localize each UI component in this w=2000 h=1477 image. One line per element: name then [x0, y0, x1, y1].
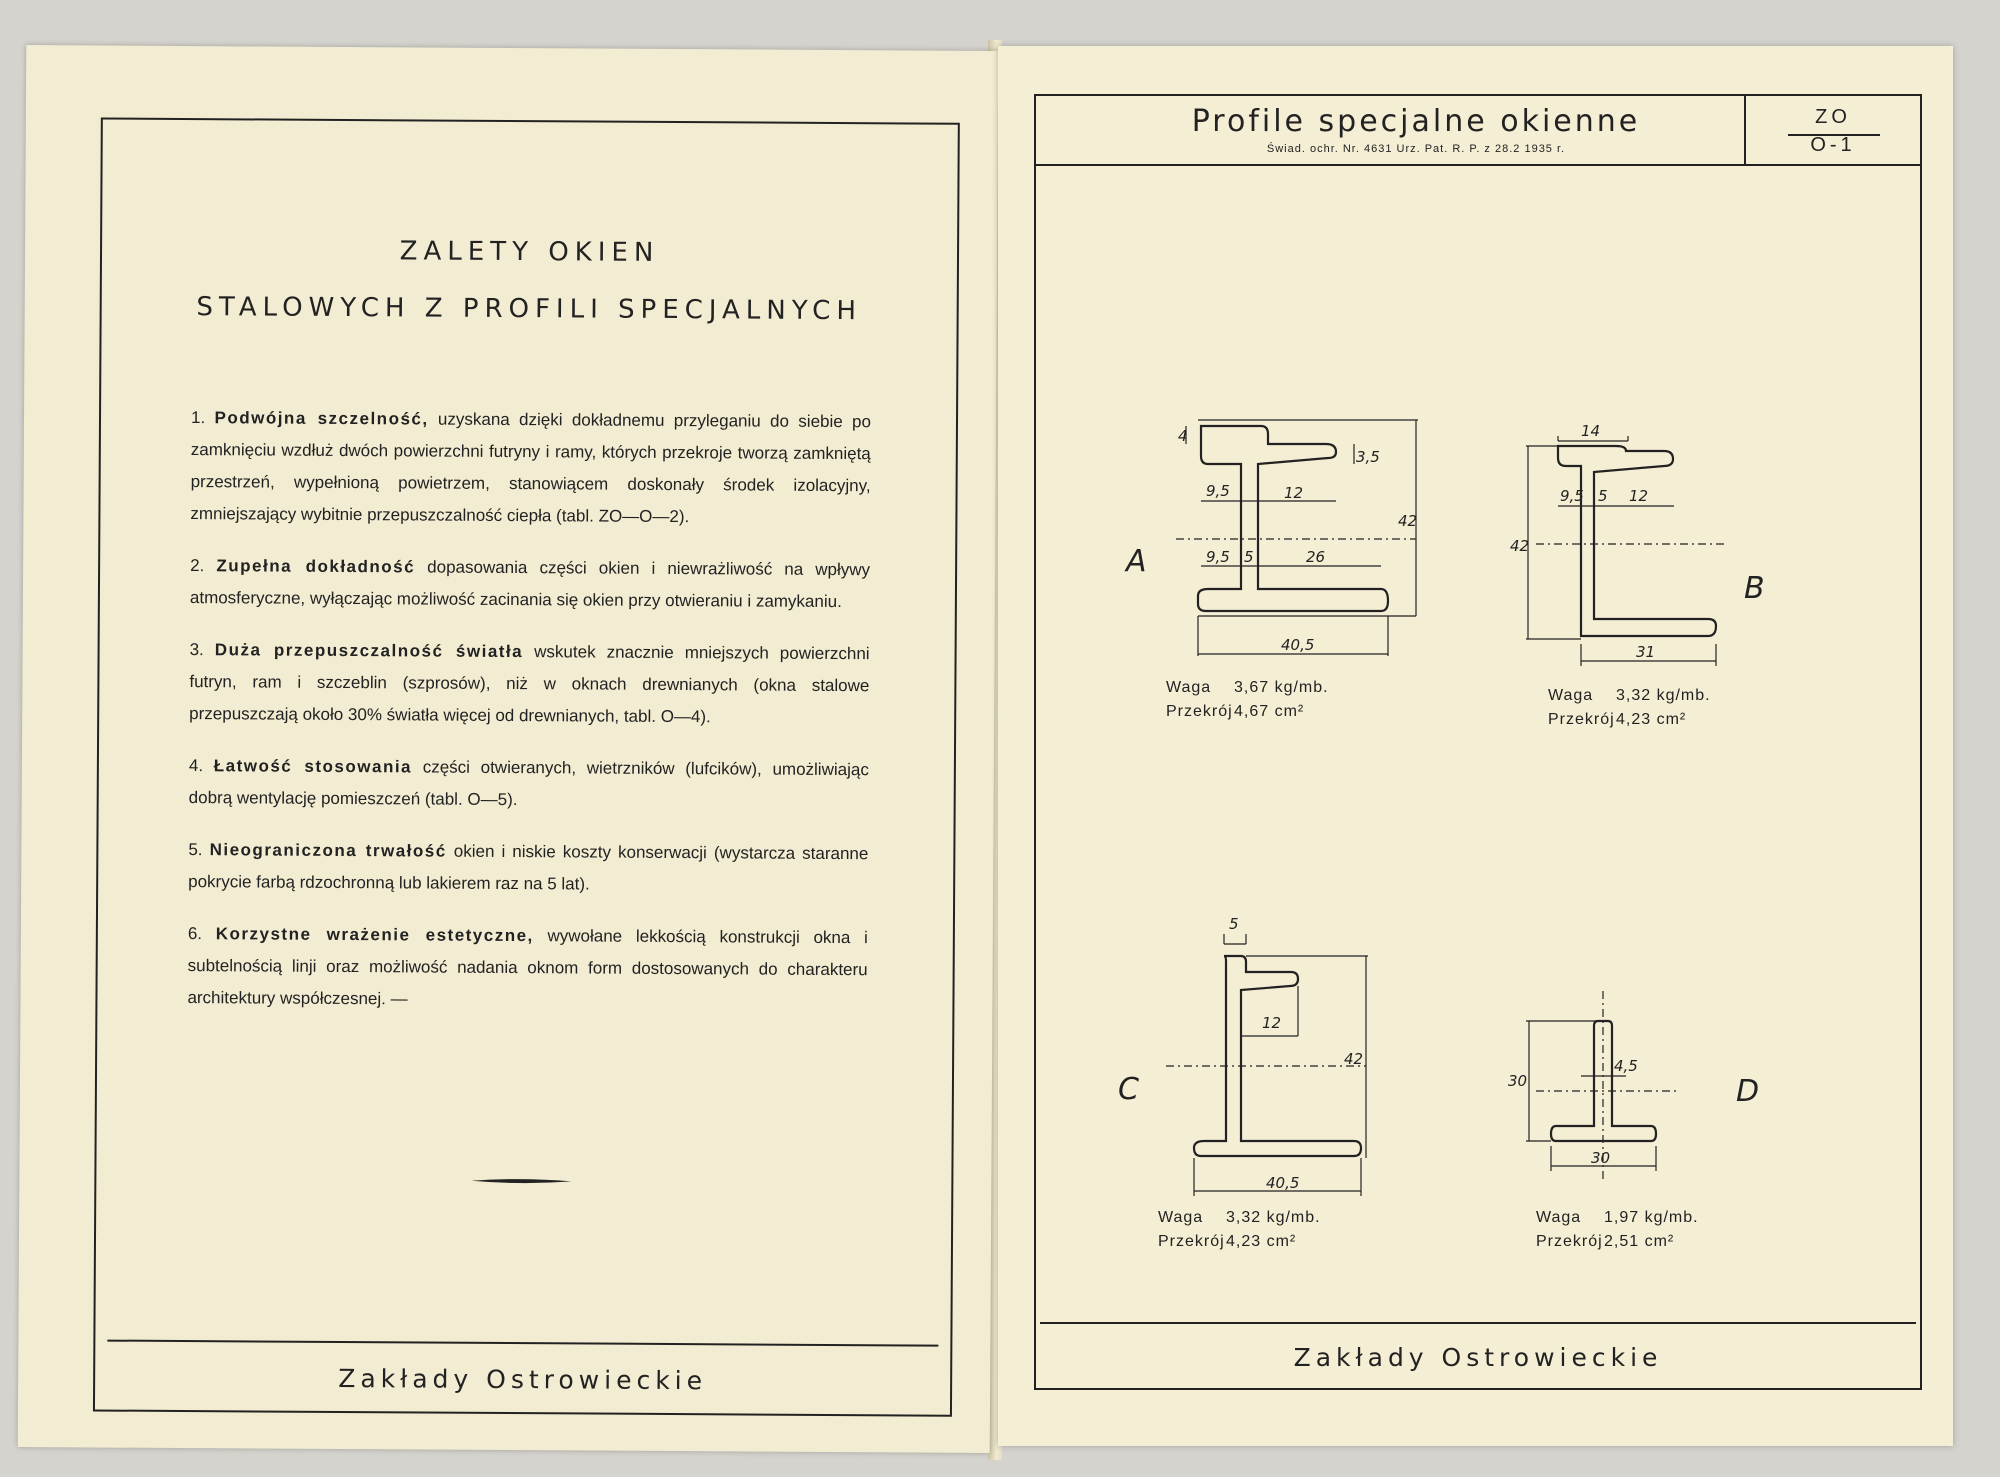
dim-label: 9,5: [1206, 482, 1230, 500]
item-heading: Nieograniczona trwałość: [209, 840, 447, 861]
list-item: 5. Nieograniczona trwałość okien i niskie koszty konserwacji (wystarcza staranne pokrycie farbą rdzochronną lub lakierem raz na 5 lat).: [188, 840, 869, 894]
advantages-list: [187, 385, 871, 1038]
list-item: 2. Zupełna dokładność dopasowania części okien i niewrażliwość na wpływy atmosferyczne, wyłączając możliwość zacinania się okien przy otwieraniu i zamykaniu.: [189, 556, 871, 612]
patent-note: Świad. ochr. Nr. 4631 Urz. Pat. R. P. z 28.2 1935 r.: [1266, 143, 1566, 155]
profile-c-specs: [1158, 1206, 1321, 1254]
list-item: 1. Podwójna szczelność, uzyskana dzięki dokładnemu przyleganiu do siebie po zamknięciu wzdłuż dwóch powierzchni futryny i ramy, których przekroje tworzą zamkniętą przestrzeń, wypełnioną powietrzem, stanowiącem doskonały środek izolacyjny, zmniejszający wybitnie przepuszczalność ciepła (tabl. ZO—O—2).: [190, 408, 872, 527]
profile-c-drawing: [1166, 934, 1368, 1196]
section-label: Przekrój: [1536, 1233, 1603, 1250]
weight-label: Waga: [1166, 679, 1212, 696]
dim-label: 4,5: [1614, 1057, 1638, 1075]
dim-label: 5: [1229, 915, 1239, 933]
profile-b-specs: [1548, 684, 1711, 732]
weight-value: 3,67 kg/mb.: [1234, 679, 1329, 696]
dim-label: 26: [1306, 548, 1326, 566]
dim-label: 42: [1398, 512, 1418, 530]
left-page: [18, 45, 999, 1453]
dim-label: 30: [1591, 1149, 1611, 1167]
weight-value: 1,97 kg/mb.: [1604, 1209, 1699, 1226]
dim-label: 12: [1284, 484, 1304, 502]
section-label: Przekrój: [1158, 1233, 1225, 1250]
dim-label: 42: [1344, 1050, 1364, 1068]
dim-label: 9,5: [1560, 487, 1584, 505]
dim-label: 12: [1262, 1014, 1282, 1032]
profile-label-d: D: [1736, 1074, 1760, 1109]
profile-a-drawing: [1176, 420, 1418, 656]
page-title: Profile specjalne okienne: [1191, 104, 1641, 139]
weight-label: Waga: [1536, 1209, 1582, 1226]
profile-label-a: A: [1126, 544, 1147, 579]
dim-label: 14: [1581, 422, 1601, 440]
profile-d-specs: [1536, 1206, 1699, 1254]
footer-divider: [1040, 1322, 1916, 1324]
section-value: 4,23 cm²: [1616, 711, 1687, 728]
right-footer: Zakłady Ostrowieckie: [1293, 1343, 1663, 1372]
ornament-divider: [471, 1177, 571, 1186]
profile-label-b: B: [1744, 571, 1765, 606]
weight-value: 3,32 kg/mb.: [1616, 687, 1711, 704]
left-footer: Zakłady Ostrowieckie: [338, 1363, 708, 1396]
section-value: 4,23 cm²: [1226, 1233, 1297, 1250]
right-page-frame: [1034, 94, 1922, 1390]
section-value: 2,51 cm²: [1604, 1233, 1675, 1250]
section-value: 4,67 cm²: [1234, 703, 1305, 720]
left-page-frame: [93, 118, 960, 1417]
weight-value: 3,32 kg/mb.: [1226, 1209, 1321, 1226]
dim-label: 40,5: [1281, 636, 1315, 654]
weight-label: Waga: [1158, 1209, 1204, 1226]
dim-label: 42: [1510, 537, 1530, 555]
weight-label: Waga: [1548, 687, 1594, 704]
left-title-line2: STALOWYCH Z PROFILI SPECJALNYCH: [196, 292, 863, 327]
dim-label: 12: [1629, 487, 1649, 505]
right-page: [998, 46, 1953, 1446]
list-item: 6. Korzystne wrażenie estetyczne, wywołane lekkością konstrukcji okna i subtelnością linji oraz możliwość nadania oknom form dostosowanych do charakteru architektury współczesnej. —: [187, 924, 868, 1009]
item-heading: Korzystne wrażenie estetyczne,: [215, 924, 534, 946]
item-heading: Podwójna szczelność,: [214, 408, 429, 429]
item-heading: Duża przepuszczalność światła: [214, 640, 524, 662]
dim-label: 4: [1178, 427, 1188, 445]
dim-label: 5: [1244, 548, 1254, 566]
dim-label: 31: [1636, 643, 1656, 661]
list-item: 4. Łatwość stosowania części otwieranych, wietrzników (lufcików), umożliwiając dobrą wentylację pomieszczeń (tabl. O—5).: [188, 756, 869, 810]
profile-b-drawing: [1526, 436, 1726, 666]
profile-label-c: C: [1118, 1072, 1139, 1107]
item-heading: Łatwość stosowania: [213, 756, 413, 777]
dim-label: 40,5: [1266, 1174, 1300, 1192]
sheet-code-top: ZO: [1815, 106, 1851, 128]
dim-label: 5: [1598, 487, 1608, 505]
left-title-line1: ZALETY OKIEN: [399, 236, 660, 268]
dim-label: 9,5: [1206, 548, 1230, 566]
section-label: Przekrój: [1548, 711, 1615, 728]
sheet-code-bottom: O-1: [1810, 134, 1856, 156]
item-heading: Zupełna dokładność: [216, 556, 416, 577]
footer-divider: [107, 1340, 938, 1347]
dim-label: 30: [1508, 1072, 1528, 1090]
list-item: 3. Duża przepuszczalność światła wskutek znacznie mniejszych powierzchni futryn, ram i szczeblin (szprosów), niż w oknach drewnianych (okna stalowe przepuszczają około 30% światła więcej od drewnianych, tabl. O—4).: [189, 640, 870, 727]
section-label: Przekrój: [1166, 703, 1233, 720]
profile-a-specs: [1166, 676, 1329, 724]
dim-label: 3,5: [1356, 448, 1380, 466]
